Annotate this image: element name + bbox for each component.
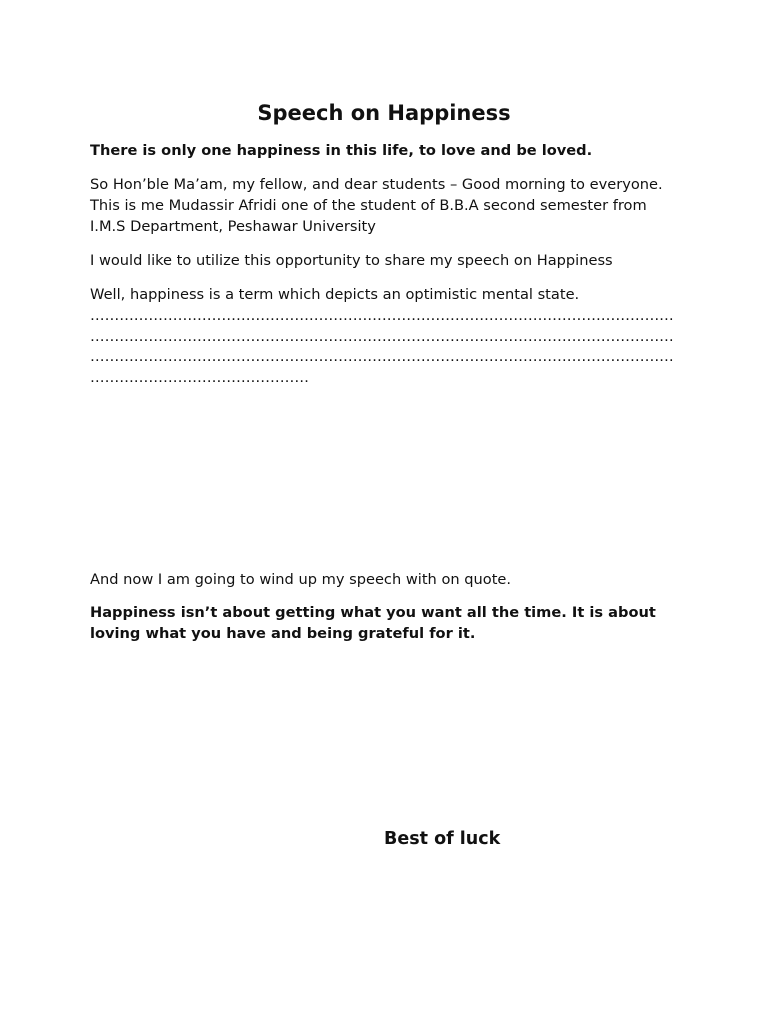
definition-text: Well, happiness is a term which depicts an optimistic mental state. bbox=[90, 286, 580, 303]
opening-quote: There is only one happiness in this life, to love and be loved. bbox=[90, 142, 593, 159]
wind-up-paragraph: And now I am going to wind up my speech with on quote. bbox=[90, 571, 512, 588]
greeting-paragraph: So Hon’ble Ma’am, my fellow, and dear students – Good morning to everyone. This is me Mudassir Afridi one of the student of B.B.A second semester from I.M.S Department, Peshawar University bbox=[90, 176, 663, 235]
page-title: Speech on Happiness bbox=[257, 101, 511, 125]
intro-paragraph: I would like to utilize this opportunity to share my speech on Happiness bbox=[90, 252, 613, 269]
dotted-line: ……………………………………… bbox=[90, 369, 309, 387]
dotted-line: ………………………………………………………………………………………………………… bbox=[90, 306, 674, 324]
closing-quote: Happiness isn’t about getting what you want all the time. It is about loving what you have and being grateful for it. bbox=[90, 604, 656, 642]
sign-off: Best of luck bbox=[384, 829, 501, 849]
dotted-line: ………………………………………………………………………………………………………… bbox=[90, 327, 674, 345]
dotted-line: ………………………………………………………………………………………………………… bbox=[90, 348, 674, 366]
definition-paragraph bbox=[90, 285, 682, 389]
